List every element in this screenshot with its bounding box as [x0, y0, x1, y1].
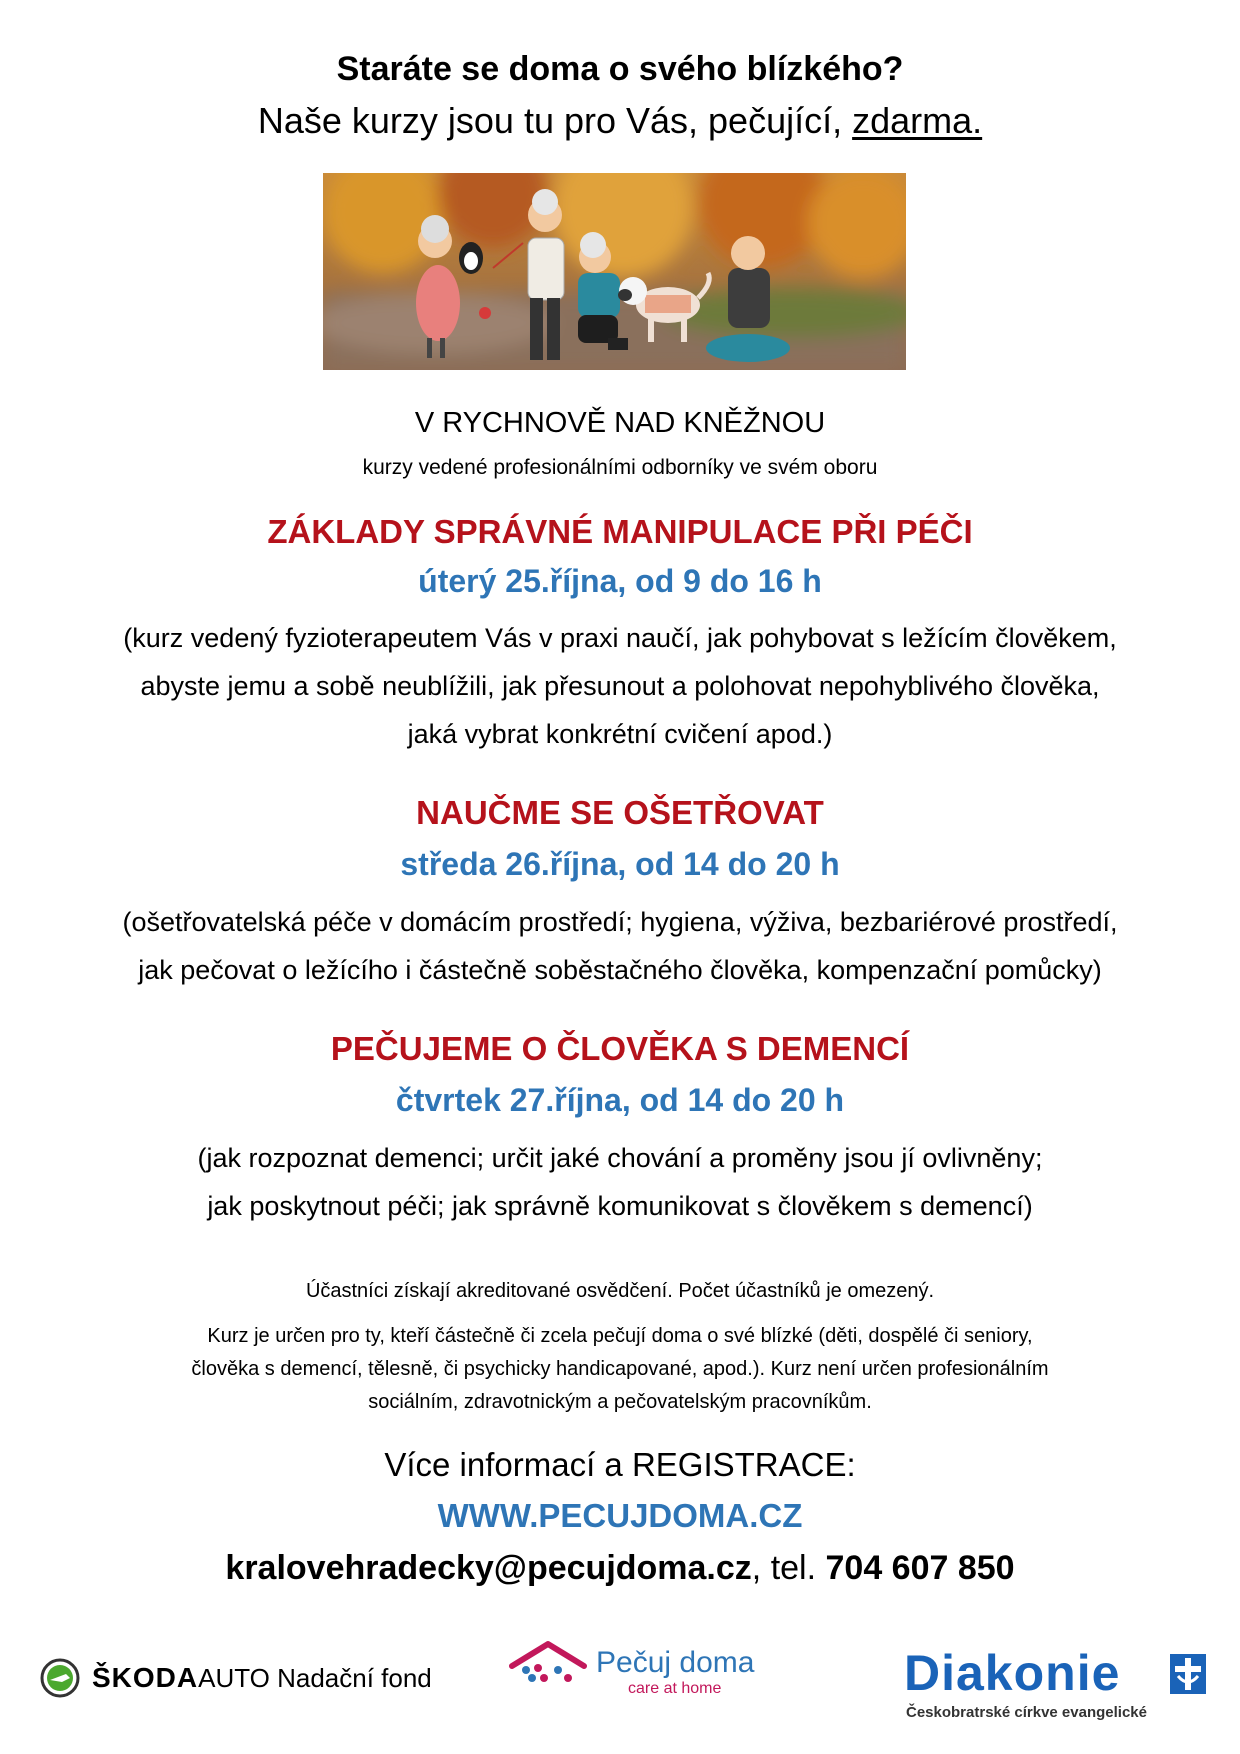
subheadline	[0, 100, 1240, 142]
contact-line	[0, 1549, 1240, 1588]
course-1-description	[0, 614, 1240, 758]
audience-note-line: sociálním, zdravotnickým a pečovatelským pracovníkům.	[368, 1391, 872, 1413]
course-3-description	[0, 1134, 1240, 1230]
subhead-free-emphasis: zdarma.	[852, 100, 983, 141]
course-2-desc-line: (ošetřovatelská péče v domácím prostředí; hygiena, výživa, bezbariérové prostředí,	[122, 907, 1118, 937]
headline: Staráte se doma o svého blízkého?	[336, 50, 904, 88]
skoda-brand: ŠKODA	[92, 1662, 199, 1693]
audience-note	[0, 1320, 1240, 1419]
phone-number[interactable]: 704 607 850	[825, 1549, 1015, 1587]
audience-note-line: Kurz je určen pro ty, kteří částečně či zcela pečují doma o své blízké (děti, dospělé či seniory,	[207, 1325, 1033, 1347]
audience-note-line: člověka s demencí, tělesně, či psychicky handicapované, apod.). Kurz není určen profesionálním	[191, 1358, 1049, 1380]
pecuj-doma-tagline: care at home	[628, 1680, 722, 1697]
chalice-cross-icon	[1170, 1654, 1206, 1694]
diakonie-subtitle: Českobratrské církve evangelické	[906, 1704, 1147, 1721]
course-2-desc-line: jak pečovat o ležícího i částečně soběstačného člověka, kompenzační pomůcky)	[138, 955, 1102, 985]
course-2-date: středa 26.října, od 14 do 20 h	[400, 846, 840, 882]
subhead-text: Naše kurzy jsou tu pro Vás, pečující,	[257, 100, 853, 141]
pecuj-doma-logo	[508, 1634, 768, 1704]
tel-label: , tel.	[751, 1549, 826, 1587]
skoda-logo	[40, 1656, 432, 1700]
course-1-desc-line: abyste jemu a sobě neublížili, jak přesunout a polohovat nepohyblivého člověka,	[140, 671, 1100, 701]
course-1-desc-line: (kurz vedený fyzioterapeutem Vás v praxi naučí, jak pohybovat s ležícím člověkem,	[123, 623, 1117, 653]
diakonie-name: Diakonie	[904, 1645, 1121, 1701]
pecuj-doma-name: Pečuj doma	[596, 1646, 755, 1679]
house-icon	[508, 1640, 588, 1686]
course-2-description	[0, 898, 1240, 994]
certificate-note: Účastníci získají akreditované osvědčení. Počet účastníků je omezený.	[305, 1280, 935, 1302]
course-3-title: PEČUJEME O ČLOVĚKA S DEMENCÍ	[330, 1030, 910, 1067]
registration-heading: Více informací a REGISTRACE:	[384, 1446, 856, 1483]
diakonie-logo	[900, 1644, 1210, 1724]
course-3-date: čtvrtek 27.října, od 14 do 20 h	[395, 1082, 845, 1118]
location-title: V RYCHNOVĚ NAD KNĚŽNOU	[414, 407, 826, 439]
course-3-desc-line: (jak rozpoznat demenci; určit jaké chování a proměny jsou jí ovlivněny;	[197, 1143, 1043, 1173]
location-subtitle: kurzy vedené profesionálními odborníky ve svém oboru	[362, 456, 878, 479]
skoda-arrow-icon	[40, 1658, 80, 1698]
course-2-title: NAUČME SE OŠETŘOVAT	[416, 794, 824, 831]
hero-illustration	[323, 173, 906, 370]
course-1-desc-line: jaká vybrat konkrétní cvičení apod.)	[407, 719, 833, 749]
skoda-fund: AUTO Nadační fond	[198, 1662, 432, 1693]
course-1-date: úterý 25.října, od 9 do 16 h	[418, 563, 822, 599]
course-1-title: ZÁKLADY SPRÁVNÉ MANIPULACE PŘI PÉČI	[267, 513, 973, 550]
email-link[interactable]: kralovehradecky@pecujdoma.cz	[225, 1549, 752, 1587]
course-3-desc-line: jak poskytnout péči; jak správně komunikovat s člověkem s demencí)	[207, 1191, 1033, 1221]
website-link[interactable]: WWW.PECUJDOMA.CZ	[437, 1497, 803, 1534]
